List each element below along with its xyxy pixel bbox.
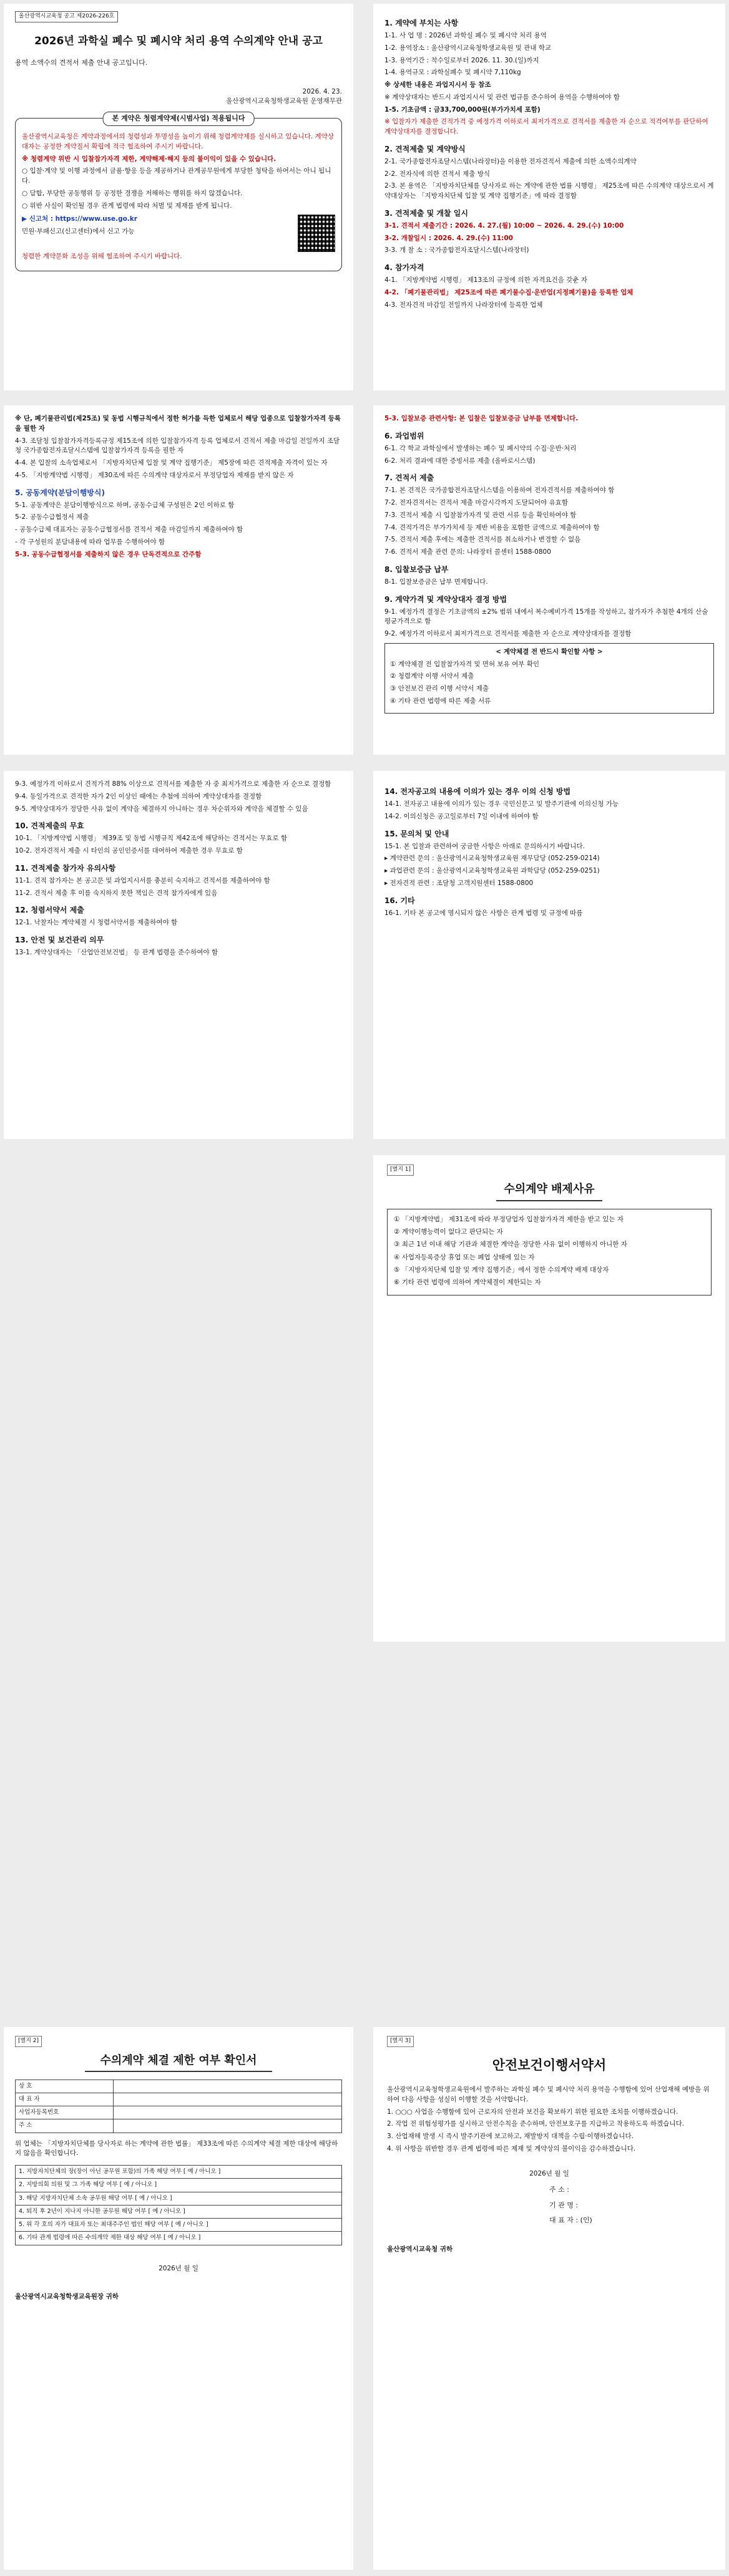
page2-left bbox=[4, 405, 353, 755]
checklist-item: ③ 안전보건 관리 이행 서약서 제출 bbox=[390, 685, 489, 692]
qr-code-icon[interactable] bbox=[298, 215, 335, 252]
section-item: 9-3. 예정가격 이하로서 견적가격 88% 이상으로 견적서를 제출한 자 중 최저가격으로 제출한 자 순으로 결정함 bbox=[15, 780, 331, 788]
section-item: 7-6. 견적서 제출 관련 문의: 나라장터 콜센터 1588-0800 bbox=[384, 548, 551, 556]
recipient: 울산광역시교육청 귀하 bbox=[387, 2245, 453, 2253]
notice-title: 2026년 과학실 폐수 및 폐시약 처리 용역 수의계약 안내 공고 bbox=[34, 34, 323, 47]
table-row bbox=[16, 2166, 342, 2179]
table-row bbox=[16, 2232, 342, 2245]
table-label: 주 소 bbox=[16, 2119, 114, 2133]
section-item: 5-2. 공동수급협정서 제출 bbox=[15, 513, 89, 521]
signature-block bbox=[549, 2185, 712, 2226]
table-label: 사업자등록번호 bbox=[16, 2106, 114, 2119]
table-value[interactable] bbox=[113, 2080, 341, 2093]
integrity-item: ※ 청렴계약 위반 시 입찰참가자격 제한, 계약해제·해지 등의 불이익이 있을 수 있습니다. bbox=[22, 155, 276, 163]
form-description: 위 업체는 「지방자치단체를 당사자로 하는 계약에 관한 법률」 제33조에 따른 수의계약 체결 제한 대상에 해당하지 않음을 확인합니다. bbox=[15, 2139, 338, 2157]
exclusion-item: ③ 최근 1년 이내 해당 기관과 체결한 계약을 정당한 사유 없이 이행하지 아니한 자 bbox=[394, 1241, 627, 1249]
section-item: 1-3. 용역기간 : 착수일로부터 2026. 11. 30.(일)까지 bbox=[384, 56, 539, 64]
checklist-item: ④ 기타 관련 법령에 따른 제출 서류 bbox=[390, 697, 491, 705]
pledge-date: 2026년 월 일 bbox=[529, 2169, 569, 2177]
section-item: 4-2. 「폐기물관리법」 제25조에 따른 폐기물수집·운반업(지정폐기물)을 등록한 업체 bbox=[384, 288, 634, 296]
sign-field[interactable]: 대 표 자 : (인) bbox=[549, 2216, 592, 2225]
contact-item: ▸ 계약관련 문의 : 울산광역시교육청학생교육원 재무담당 (052-259-0214) bbox=[384, 855, 600, 863]
table-row bbox=[16, 2106, 342, 2119]
section-item: 10-2. 전자견적서 제출 시 타인의 공인인증서를 대여하여 제출한 경우 무효로 함 bbox=[15, 847, 243, 855]
exclusion-item: ④ 사업자등록증상 휴업 또는 폐업 상태에 있는 자 bbox=[394, 1253, 535, 1261]
section-item: 14-2. 이의신청은 공고일로부터 7일 이내에 하여야 함 bbox=[384, 812, 539, 820]
section-heading: 11. 견적제출 참가자 유의사항 bbox=[15, 863, 116, 873]
page3-left bbox=[4, 771, 353, 1139]
schedule-item: 3-2. 개찰일시 : 2026. 4. 29.(수) 11:00 bbox=[384, 234, 513, 242]
pledge-paragraph: 2. 작업 전 위험성평가를 실시하고 안전수칙을 준수하며, 안전보호구를 지급하고 착용하도록 하겠습니다. bbox=[387, 2120, 685, 2128]
table-value[interactable] bbox=[113, 2106, 341, 2119]
section-item: 12-1. 낙찰자는 계약체결 시 청렴서약서를 제출하여야 함 bbox=[15, 919, 178, 927]
award-notice: ※ 입찰자가 제출한 견적가격 중 예정가격 이하로서 최저가격으로 견적서를 제출한 자 순으로 적격여부를 판단하여 계약상대자를 결정합니다. bbox=[384, 118, 708, 135]
section-item: 1-4. 용역규모 : 과학실폐수 및 폐시약 7,110kg bbox=[384, 69, 521, 77]
report-link[interactable]: ▶ 신고처 : https://www.use.go.kr bbox=[22, 215, 137, 223]
section-item: 9-5. 계약상대자가 정당한 사유 없이 계약을 체결하지 아니하는 경우 차순위자와 계약을 체결할 수 있음 bbox=[15, 805, 308, 813]
page1-left bbox=[4, 4, 353, 390]
integrity-item: ○ 위반 사실이 확인될 경우 관계 법령에 따라 처벌 및 제재를 받게 됩니다. bbox=[22, 201, 232, 210]
bid-bond-notice: 5-3. 입찰보증 관련사항: 본 입찰은 입찰보증금 납부를 면제합니다. bbox=[384, 415, 579, 422]
table-row bbox=[16, 2179, 342, 2192]
section-item: 4-5. 「지방계약법 시행령」 제30조에 따른 수의계약 대상자로서 부정당업자 제재를 받지 않은 자 bbox=[15, 471, 294, 479]
integrity-notice-box bbox=[15, 114, 342, 271]
section-item: 16-1. 기타 본 공고에 명시되지 않은 사항은 관계 법령 및 규정에 따름 bbox=[384, 909, 583, 917]
table-label: 대 표 자 bbox=[16, 2093, 114, 2106]
check-item[interactable]: 5. 위 각 호의 자가 대표자 또는 최대주주인 법인 해당 여부 [ 예 / 아니오 ] bbox=[16, 2219, 342, 2232]
recipient: 울산광역시교육청학생교육원장 귀하 bbox=[15, 2293, 119, 2301]
section-heading: 1. 계약에 부치는 사항 bbox=[384, 19, 459, 27]
page5-form bbox=[4, 2027, 353, 2570]
section-item: 5-1. 공동계약은 분담이행방식으로 하며, 공동수급체 구성원은 2인 이하로 함 bbox=[15, 501, 235, 509]
section-heading: 7. 견적서 제출 bbox=[384, 473, 434, 483]
table-row bbox=[16, 2205, 342, 2218]
section-item: 1-2. 용역장소 : 울산광역시교육청학생교육원 및 관내 학교 bbox=[384, 44, 552, 52]
contact-item: ▸ 과업관련 문의 : 울산광역시교육청학생교육원 과학담당 (052-259-0251) bbox=[384, 867, 600, 874]
table-row bbox=[16, 2093, 342, 2106]
exclusion-item: ① 「지방계약법」 제31조에 따라 부정당업자 입찰참가자격 제한을 받고 있는 자 bbox=[394, 1215, 624, 1223]
section-item: 4-3. 전자견적 마감일 전일까지 나라장터에 등록한 업체 bbox=[384, 301, 543, 309]
section-heading: 3. 견적제출 및 개찰 일시 bbox=[384, 208, 468, 218]
section-item: 6-1. 각 학교 과학실에서 발생하는 폐수 및 폐시약의 수집·운반·처리 bbox=[384, 444, 577, 452]
exclusion-item: ⑤ 「지방자치단체 입찰 및 계약 집행기준」에서 정한 수의계약 배제 대상자 bbox=[394, 1266, 609, 1274]
table-label: 상 호 bbox=[16, 2080, 114, 2093]
checklist-box bbox=[384, 643, 714, 714]
contact-item: ▸ 전자견적 관련 : 조달청 고객지원센터 1588-0800 bbox=[384, 879, 534, 887]
section-item: ※ 단, 폐기물관리법(제25조) 및 동법 시행규칙에서 정한 허가를 득한 업체로서 해당 업종으로 입찰참가자격 등록을 필한 자 bbox=[15, 415, 341, 432]
page4-exclusion bbox=[373, 1155, 725, 1642]
section-item: 7-1. 본 견적은 국가종합전자조달시스템을 이용하여 전자견적서를 제출하여야 함 bbox=[384, 487, 615, 495]
check-item[interactable]: 3. 해당 지방자치단체 소속 공무원 해당 여부 [ 예 / 아니오 ] bbox=[16, 2192, 342, 2205]
integrity-item: ○ 담합, 부당한 공동행위 등 공정한 경쟁을 저해하는 행위를 하지 않겠습니다. bbox=[22, 189, 243, 197]
section-item: - 공동수급체 대표자는 공동수급협정서를 견적서 제출 마감일까지 제출하여야 함 bbox=[15, 526, 243, 533]
integrity-footer: 청렴한 계약문화 조성을 위해 협조하여 주시기 바랍니다. bbox=[22, 253, 182, 261]
appendix-title: 수의계약 배제사유 bbox=[496, 1181, 602, 1201]
section-heading: 6. 과업범위 bbox=[384, 431, 424, 440]
section-heading: 8. 입찰보증금 납부 bbox=[384, 564, 449, 574]
section-item: 2-1. 국가종합전자조달시스템(나라장터)을 이용한 전자견적서 제출에 의한 소액수의계약 bbox=[384, 157, 637, 165]
section-item: 4-3. 조달청 입찰참가자격등록규정 제15조에 의한 입찰참가자격 등록 업체로서 견적서 제출 마감일 전일까지 조달청 국가종합전자조달시스템에 입찰참가자격 등록을 필한 자 bbox=[15, 437, 340, 455]
check-item[interactable]: 2. 지방의회 의원 및 그 가족 해당 여부 [ 예 / 아니오 ] bbox=[16, 2179, 342, 2192]
section-item: 14-1. 전자공고 내용에 이의가 있는 경우 국민신문고 및 발주기관에 이의신청 가능 bbox=[384, 800, 619, 808]
page5-safety bbox=[373, 2027, 725, 2570]
notice-org: 울산광역시교육청학생교육원 운영재무관 bbox=[226, 97, 342, 105]
section-item: 7-3. 견적서 제출 시 입찰참가자격 및 관련 서류 등을 확인하여야 함 bbox=[384, 511, 577, 519]
check-item[interactable]: 4. 퇴직 후 2년이 지나지 아니한 공무원 해당 여부 [ 예 / 아니오 ] bbox=[16, 2205, 342, 2218]
section-item: 7-5. 견적서 제출 후에는 제출한 견적서를 취소하거나 변경할 수 없음 bbox=[384, 536, 581, 544]
section-item: 1-1. 사 업 명 : 2026년 과학실 폐수 및 폐시약 처리 용역 bbox=[384, 32, 547, 39]
section-item: 9-1. 예정가격 결정은 기초금액의 ±2% 범위 내에서 복수예비가격 15개를 작성하고, 참가자가 추첨한 4개의 산술평균가격으로 함 bbox=[384, 608, 708, 626]
check-item[interactable]: 6. 기타 관계 법령에 따른 수의계약 제한 대상 해당 여부 [ 예 / 아니오 ] bbox=[16, 2232, 342, 2245]
section-item: 11-1. 견적 참가자는 본 공고문 및 과업지시서를 충분히 숙지하고 견적서를 제출하여야 함 bbox=[15, 876, 270, 884]
table-row bbox=[16, 2219, 342, 2232]
pledge-paragraph: 3. 산업재해 발생 시 즉시 발주기관에 보고하고, 재발방지 대책을 수립·이행하겠습니다. bbox=[387, 2133, 634, 2140]
appendix-label: [별지 3] bbox=[387, 2036, 414, 2047]
section-item: 2-3. 본 용역은 「지방자치단체를 당사자로 하는 계약에 관한 법률 시행령」 제25조에 따른 수의계약 대상으로서 계약대상자는 「지방자치단체 입찰 및 계약 집행기준」에 따라 결정함 bbox=[384, 182, 714, 200]
schedule-item: 3-3. 개 찰 소 : 국가종합전자조달시스템(나라장터) bbox=[384, 246, 529, 254]
page2-right bbox=[373, 405, 725, 755]
pledge-paragraph: 4. 위 사항을 위반할 경우 관계 법령에 따른 제재 및 계약상의 불이익을 감수하겠습니다. bbox=[387, 2144, 636, 2152]
integrity-item: ○ 입찰·계약 및 이행 과정에서 금품·향응 등을 제공하거나 관계공무원에게 부당한 청탁을 하여서는 아니 됩니다. bbox=[22, 167, 331, 185]
section-heading: 5. 공동계약(분담이행방식) bbox=[15, 488, 105, 497]
section-heading: 2. 견적제출 및 계약방식 bbox=[384, 144, 466, 153]
section-item: 4-1. 「지방계약법 시행령」 제13조의 규정에 의한 자격요건을 갖춘 자 bbox=[384, 276, 587, 284]
section-item: 11-2. 견적서 제출 후 이를 숙지하지 못한 책임은 견적 참가자에게 있음 bbox=[15, 889, 218, 897]
section-item: 7-2. 전자견적서는 견적서 제출 마감시각까지 도달되어야 유효함 bbox=[384, 499, 569, 506]
section-item: 8-1. 입찰보증금은 납부 면제합니다. bbox=[384, 578, 488, 586]
sign-field[interactable]: 기 관 명 : bbox=[549, 2201, 579, 2209]
pledge-paragraph: 1. ○○○ 사업을 수행함에 있어 근로자의 안전과 보건을 확보하기 위한 필요한 조치를 이행하겠습니다. bbox=[387, 2108, 678, 2116]
exclusion-item: ② 계약이행능력이 없다고 판단되는 자 bbox=[394, 1228, 503, 1236]
section-heading: 4. 참가자격 bbox=[384, 263, 424, 272]
section-item: 7-4. 견적가격은 부가가치세 등 제반 비용을 포함한 금액으로 제출하여야 함 bbox=[384, 523, 600, 531]
base-price: 1-5. 기초금액 : 금33,700,000원(부가가치세 포함) bbox=[384, 105, 541, 114]
section-note: ※ 계약상대자는 반드시 과업지시서 및 관련 법규를 준수하여 용역을 수행하여야 함 bbox=[384, 93, 620, 101]
section-item: 6-2. 처리 결과에 대한 증빙서류 제출 (올바로시스템) bbox=[384, 457, 536, 465]
section-heading: 15. 문의처 및 안내 bbox=[384, 829, 449, 838]
table-value[interactable] bbox=[113, 2093, 341, 2106]
integrity-box-title: 본 계약은 청렴계약제(시범사업) 적용됩니다 bbox=[103, 112, 255, 126]
section-heading: 14. 전자공고의 내용에 이의가 있는 경우 이의 신청 방법 bbox=[384, 787, 571, 796]
notice-number-tag: 울산광역시교육청 공고 제2026-226호 bbox=[15, 11, 118, 22]
report-detail: 민원·부패신고(신고센터)에서 신고 가능 bbox=[22, 228, 135, 235]
checklist-item: ① 계약체결 전 입찰참가자격 및 면허 보유 여부 확인 bbox=[390, 660, 539, 668]
section-item: 2-2. 전자식에 의한 견적서 제출 방식 bbox=[384, 170, 491, 178]
table-row bbox=[16, 2119, 342, 2133]
section-item: 13-1. 계약상대자는 「산업안전보건법」 등 관계 법령을 준수하여야 함 bbox=[15, 949, 218, 956]
check-item[interactable]: 1. 지방자치단체의 장(장이 아닌 공무원 포함)의 가족 해당 여부 [ 예 / 아니오 ] bbox=[16, 2166, 342, 2179]
table-row bbox=[16, 2080, 342, 2093]
section-item: 9-4. 동일가격으로 견적한 자가 2인 이상인 때에는 추첨에 의하여 계약상대자를 결정함 bbox=[15, 792, 262, 800]
section-heading: 9. 계약가격 및 계약상대자 결정 방법 bbox=[384, 594, 507, 604]
exclusion-item: ⑥ 기타 관련 법령에 의하여 계약체결이 제한되는 자 bbox=[394, 1279, 541, 1287]
checklist-title: < 계약체결 전 반드시 확인할 사항 > bbox=[496, 647, 603, 656]
sign-field[interactable]: 주 소 : bbox=[549, 2186, 569, 2194]
section-item: 15-1. 본 입찰과 관련하여 궁금한 사항은 아래로 문의하시기 바랍니다. bbox=[384, 842, 585, 850]
section-heading: 10. 견적제출의 무효 bbox=[15, 821, 84, 831]
pledge-title: 안전보건이행서약서 bbox=[492, 2057, 607, 2073]
form-title: 수의계약 체결 제한 여부 확인서 bbox=[85, 2052, 272, 2072]
intro-text: 용역 소액수의 견적서 제출 안내 공고입니다. bbox=[15, 59, 148, 67]
page3-right bbox=[373, 771, 725, 1139]
sign-date: 2026년 월 일 bbox=[159, 2264, 198, 2272]
pledge-paragraph: 울산광역시교육청학생교육원에서 발주하는 과학실 폐수 및 폐시약 처리 용역을 수행함에 있어 산업재해 예방을 위하여 다음 사항을 성실히 이행할 것을 서약합니다. bbox=[387, 2086, 710, 2103]
section-heading: 16. 기타 bbox=[384, 896, 415, 905]
table-row bbox=[16, 2192, 342, 2205]
integrity-item: 울산광역시교육청은 계약과정에서의 청렴성과 투명성을 높이기 위해 청렴계약제를 실시하고 있습니다. 계약상대자는 공정한 계약질서 확립에 적극 협조하여 주시기 바랍니다. bbox=[22, 133, 334, 150]
section-item: 5-3. 공동수급협정서를 제출하지 않은 경우 단독견적으로 간주함 bbox=[15, 550, 202, 558]
appendix-label: [별지 2] bbox=[15, 2036, 42, 2047]
section-heading: 13. 안전 및 보건관리 의무 bbox=[15, 936, 104, 944]
section-heading: 12. 청렴서약서 제출 bbox=[15, 906, 84, 915]
section-item: 10-1. 「지방계약법 시행령」 제39조 및 동법 시행규칙 제42조에 해당하는 견적서는 무효로 함 bbox=[15, 835, 288, 843]
appendix-label: [별지 1] bbox=[387, 1165, 414, 1176]
checklist-item: ② 청렴계약 이행 서약서 제출 bbox=[390, 672, 474, 680]
table-value[interactable] bbox=[113, 2119, 341, 2133]
notice-date: 2026. 4. 23. bbox=[302, 87, 342, 95]
section-item: 9-2. 예정가격 이하로서 최저가격으로 견적서를 제출한 자 순으로 계약상대자를 결정함 bbox=[384, 630, 632, 637]
section-note: ※ 상세한 내용은 과업지시서 등 참조 bbox=[384, 81, 491, 89]
section-item: - 각 구성원의 분담내용에 따라 업무를 수행하여야 함 bbox=[15, 538, 165, 546]
page1-right bbox=[373, 4, 725, 390]
schedule-item: 3-1. 견적서 제출기간 : 2026. 4. 27.(월) 10:00 ~ 2026. 4. 29.(수) 10:00 bbox=[384, 221, 624, 230]
check-table bbox=[15, 2165, 342, 2245]
section-item: 4-4. 본 입찰의 소속업체로서 「지방자치단체 입찰 및 계약 집행기준」 제5장에 따른 견적제출 자격이 있는 자 bbox=[15, 459, 328, 467]
company-info-table bbox=[15, 2080, 342, 2133]
